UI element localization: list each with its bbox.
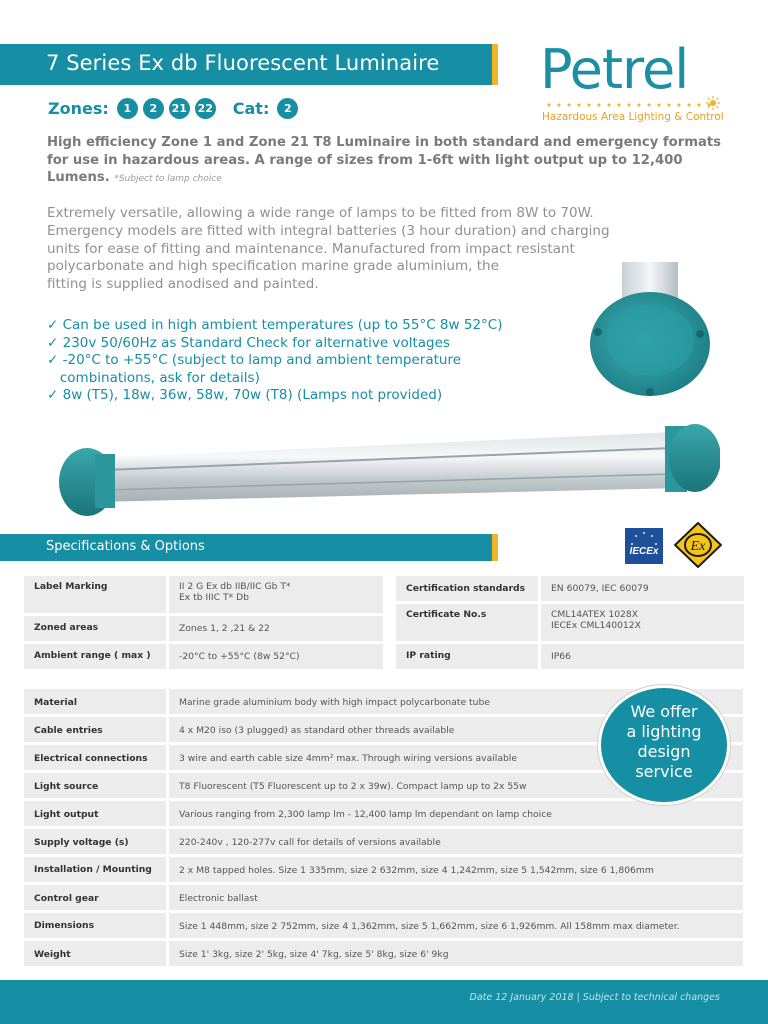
- category-badge: 2: [277, 98, 298, 119]
- zone-badge: 1: [117, 98, 138, 119]
- footer: [0, 980, 768, 1024]
- spec-row-ambient-range: [24, 644, 383, 669]
- table-row: [24, 829, 743, 854]
- description-line: units for ease of fitting and maintenance. Manufactured from impact resistant: [47, 240, 575, 257]
- luminaire-endcap-image: [580, 262, 730, 412]
- specifications-title: Specifications & Options: [46, 539, 205, 554]
- intro-text: High efficiency Zone 1 and Zone 21 T8 Luminaire in both standard and emergency formats for use in hazardous areas. A range of sizes from 1-6ft with light output up to 12,400 Lumens.: [47, 135, 722, 185]
- intro-footnote: *Subject to lamp choice: [114, 174, 222, 184]
- atex-logo: [674, 522, 722, 568]
- table-row: [24, 801, 743, 826]
- table-row: [24, 913, 743, 938]
- spec-value: Marine grade aluminium body with high impact polycarbonate tube: [169, 689, 743, 714]
- category-label: Cat:: [232, 98, 270, 118]
- spec-label: Control gear: [24, 885, 166, 910]
- spec-label: IP rating: [396, 644, 538, 669]
- callout-line: service: [635, 762, 693, 781]
- spec-value: Size 1 448mm, size 2 752mm, size 4 1,362mm, size 5 1,662mm, size 6 1,926mm. All 158mm max diameter.: [169, 913, 743, 938]
- spec-label: Label Marking: [24, 576, 166, 613]
- spec-value: [169, 616, 383, 641]
- spec-value: 3 wire and earth cable size 4mm² max. Through wiring versions available: [169, 745, 743, 770]
- zone-badge: 21: [169, 98, 190, 119]
- iecex-logo: [625, 528, 663, 564]
- logo-wordmark: Petrel: [540, 38, 689, 101]
- page-title: 7 Series Ex db Fluorescent Luminaire: [46, 51, 440, 75]
- zone-badge: 2: [143, 98, 164, 119]
- spec-value: [169, 576, 383, 613]
- spec-value-line: IP66: [551, 651, 571, 662]
- design-service-callout: [598, 685, 730, 805]
- iecex-logo-text: IECEx: [629, 546, 659, 557]
- title-bar: [0, 44, 498, 85]
- callout-line: design: [637, 742, 691, 761]
- feature-item: ✓ Can be used in high ambient temperatures (up to 55°C 8w 52°C): [47, 317, 503, 333]
- zone-badge: 22: [195, 98, 216, 119]
- feature-item: combinations, ask for details): [47, 369, 260, 386]
- atex-logo-text: Ex: [690, 539, 706, 554]
- specifications-header: [0, 534, 498, 561]
- description-line: Extremely versatile, allowing a wide range of lamps to be fitted from 8W to 70W.: [47, 205, 594, 221]
- spec-value: Size 1' 3kg, size 2' 5kg, size 4' 7kg, size 5' 8kg, size 6' 9kg: [169, 941, 743, 966]
- spec-row-label-marking: [24, 576, 383, 613]
- spec-label: Dimensions: [24, 913, 166, 938]
- spec-label: Weight: [24, 941, 166, 966]
- footer-text: Date 12 January 2018 | Subject to technical changes: [469, 992, 720, 1003]
- intro-paragraph: [47, 134, 727, 189]
- spec-value: Various ranging from 2,300 lamp lm - 12,400 lamp lm dependant on lamp choice: [169, 801, 743, 826]
- sun-icon: [706, 96, 720, 110]
- spec-label: Electrical connections: [24, 745, 166, 770]
- spec-value: Electronic ballast: [169, 885, 743, 910]
- logo-tagline: Hazardous Area Lighting & Control: [542, 111, 724, 123]
- spec-value: [169, 644, 383, 669]
- table-row: [24, 857, 743, 882]
- table-row: [24, 885, 743, 910]
- spec-label: Cable entries: [24, 717, 166, 742]
- spec-row-certification-standards: [396, 576, 744, 601]
- callout-line: a lighting: [626, 722, 702, 741]
- description-line: Emergency models are fitted with integral batteries (3 hour duration) and charging: [47, 222, 610, 239]
- feature-item: ✓ -20°C to +55°C (subject to lamp and ambient temperature: [47, 352, 462, 368]
- spec-value-line: EN 60079, IEC 60079: [551, 583, 649, 594]
- zones-label: Zones:: [48, 98, 109, 118]
- title-accent: [492, 44, 498, 85]
- spec-label: Zoned areas: [24, 616, 166, 641]
- spec-value-line: -20°C to +55°C (8w 52°C): [179, 651, 300, 662]
- spec-row-zoned-areas: [24, 616, 383, 641]
- spec-label: Installation / Mounting: [24, 857, 166, 882]
- spec-label: Material: [24, 689, 166, 714]
- spec-value: T8 Fluorescent (T5 Fluorescent up to 2 x 39w). Compact lamp up to 2x 55w: [169, 773, 743, 798]
- feature-item: ✓ 230v 50/60Hz as Standard Check for alternative voltages: [47, 334, 450, 351]
- spec-label: Light source: [24, 773, 166, 798]
- spec-value-line: II 2 G Ex db IIB/IIC Gb T*: [179, 581, 291, 592]
- spec-value: [541, 644, 744, 669]
- spec-row-ip-rating: [396, 644, 744, 669]
- description-line: fitting is supplied anodised and painted.: [47, 276, 319, 293]
- spec-label: Supply voltage (s): [24, 829, 166, 854]
- spec-value: 4 x M20 iso (3 plugged) as standard other threads available: [169, 717, 743, 742]
- spec-value: [541, 576, 744, 601]
- spec-value-line: CML14ATEX 1028X: [551, 609, 639, 620]
- luminaire-tube-image: [55, 420, 720, 520]
- logo-dots: [544, 103, 714, 107]
- feature-item: ✓ 8w (T5), 18w, 36w, 58w, 70w (T8) (Lamps not provided): [47, 387, 443, 403]
- specifications-accent: [492, 534, 498, 561]
- spec-label: Ambient range ( max ): [24, 644, 166, 669]
- spec-value: 2 x M8 tapped holes. Size 1 335mm, size 2 632mm, size 4 1,242mm, size 5 1,542mm, size 6 1,806mm: [169, 857, 743, 882]
- spec-value-line: IECEx CML140012X: [551, 620, 641, 631]
- spec-value-line: Zones 1, 2 ,21 & 22: [179, 623, 270, 634]
- spec-row-certificate-numbers: [396, 604, 744, 641]
- table-row: [24, 941, 743, 966]
- description-line: polycarbonate and high specification marine grade aluminium, the: [47, 258, 499, 275]
- callout-line: We offer: [630, 702, 698, 721]
- spec-value: [541, 604, 744, 641]
- petrel-logo: [540, 40, 730, 130]
- spec-label: Certification standards: [396, 576, 538, 601]
- spec-value-line: Ex tb IIIC T* Db: [179, 592, 250, 603]
- spec-label: Light output: [24, 801, 166, 826]
- spec-label: Certificate No.s: [396, 604, 538, 641]
- zones-row: [48, 96, 303, 120]
- feature-list: [47, 317, 587, 405]
- spec-value: 220-240v , 120-277v call for details of versions available: [169, 829, 743, 854]
